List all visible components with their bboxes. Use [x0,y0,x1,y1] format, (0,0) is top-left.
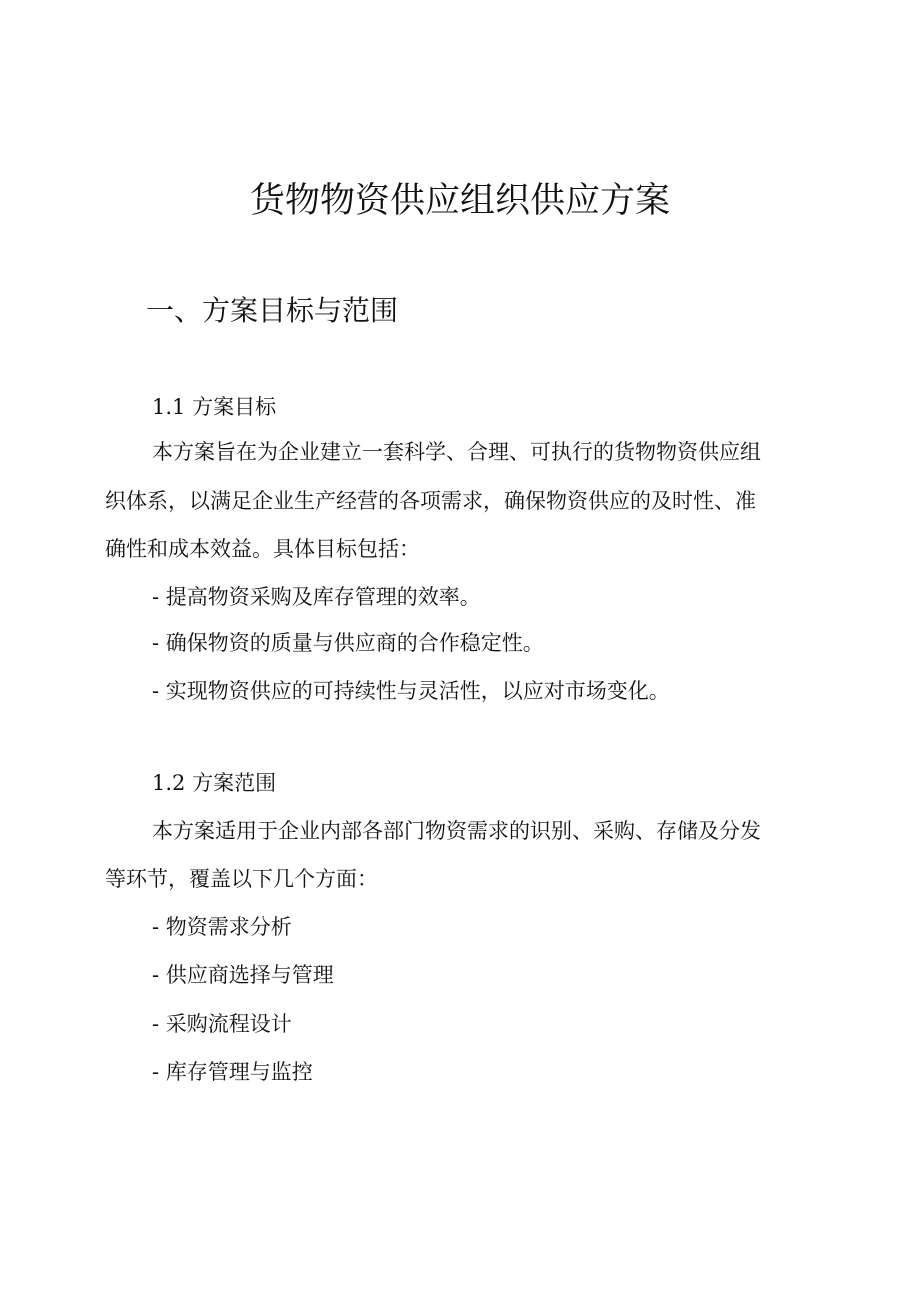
paragraph-line: 确性和成本效益。具体目标包括： [105,537,420,561]
list-item: - 实现物资供应的可持续性与灵活性，以应对市场变化。 [152,679,670,703]
paragraph-line: 织体系，以满足企业生产经营的各项需求，确保物资供应的及时性、准 [105,489,756,513]
paragraph-line: 等环节，覆盖以下几个方面： [105,867,378,891]
document-title: 货物物资供应组织供应方案 [249,181,670,221]
subsection-heading: 1.2 方案范围 [152,771,277,795]
list-item: - 采购流程设计 [152,1012,292,1036]
paragraph-line: 本方案旨在为企业建立一套科学、合理、可执行的货物物资供应组 [152,440,761,464]
list-item: - 确保物资的质量与供应商的合作稳定性。 [152,631,544,655]
list-item: - 供应商选择与管理 [152,963,334,987]
list-item: - 库存管理与监控 [152,1060,313,1084]
paragraph-line: 本方案适用于企业内部各部门物资需求的识别、采购、存储及分发 [152,819,761,843]
list-item: - 物资需求分析 [152,915,292,939]
list-item: - 提高物资采购及库存管理的效率。 [152,585,481,609]
section-heading: 一、方案目标与范围 [146,294,399,327]
subsection-heading: 1.1 方案目标 [152,395,277,419]
